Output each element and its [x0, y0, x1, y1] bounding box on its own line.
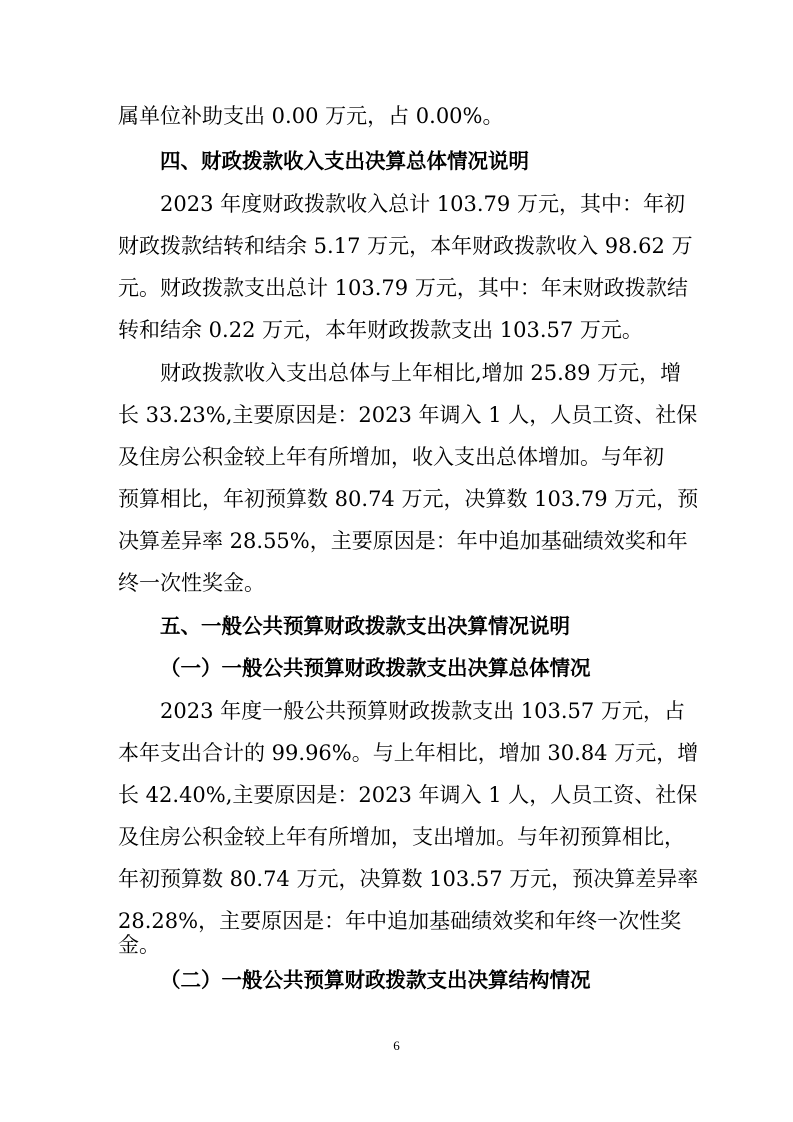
- body-text-line: 年初预算数 80.74 万元，决算数 103.57 万元，预决算差异率: [118, 867, 699, 891]
- body-text-line: 本年支出合计的 99.96%。与上年相比，增加 30.84 万元，增: [118, 741, 699, 765]
- body-text-line: 2023 年度财政拨款收入总计 103.79 万元，其中：年初: [160, 192, 685, 216]
- subsection-heading-1: （一）一般公共预算财政拨款支出决算总体情况: [160, 656, 591, 680]
- body-text-line: 财政拨款收入支出总体与上年相比,增加 25.89 万元，增: [160, 361, 682, 385]
- body-text-line: 及住房公积金较上年有所增加，收入支出总体增加。与年初: [118, 445, 664, 469]
- body-text-line: 长 33.23%,主要原因是：2023 年调入 1 人，人员工资、社保: [118, 403, 698, 427]
- body-text-line: 财政拨款结转和结余 5.17 万元，本年财政拨款收入 98.62 万: [118, 234, 693, 258]
- body-text-line: 2023 年度一般公共预算财政拨款支出 103.57 万元，占: [160, 699, 685, 723]
- body-text-line: 长 42.40%,主要原因是：2023 年调入 1 人，人员工资、社保: [118, 783, 698, 807]
- section-heading-4: 四、财政拨款收入支出决算总体情况说明: [160, 149, 529, 173]
- section-heading-5: 五、一般公共预算财政拨款支出决算情况说明: [160, 614, 570, 638]
- body-text-line: 预算相比，年初预算数 80.74 万元，决算数 103.79 万元，预: [118, 487, 699, 511]
- body-text-line: 金。: [118, 933, 160, 957]
- body-text-line: 28.28%，主要原因是：年中追加基础绩效奖和年终一次性奖: [118, 909, 682, 933]
- body-text-line: 终一次性奖金。: [118, 571, 265, 595]
- subsection-heading-2: （二）一般公共预算财政拨款支出决算结构情况: [160, 968, 591, 992]
- body-text-line: 属单位补助支出 0.00 万元，占 0.00%。: [118, 104, 504, 128]
- body-text-line: 转和结余 0.22 万元，本年财政拨款支出 103.57 万元。: [118, 318, 643, 342]
- body-text-line: 元。财政拨款支出总计 103.79 万元，其中：年末财政拨款结: [118, 276, 688, 300]
- page-number: 6: [393, 1038, 400, 1053]
- body-text-line: 及住房公积金较上年有所增加，支出增加。与年初预算相比，: [118, 825, 685, 849]
- body-text-line: 决算差异率 28.55%，主要原因是：年中追加基础绩效奖和年: [118, 529, 688, 553]
